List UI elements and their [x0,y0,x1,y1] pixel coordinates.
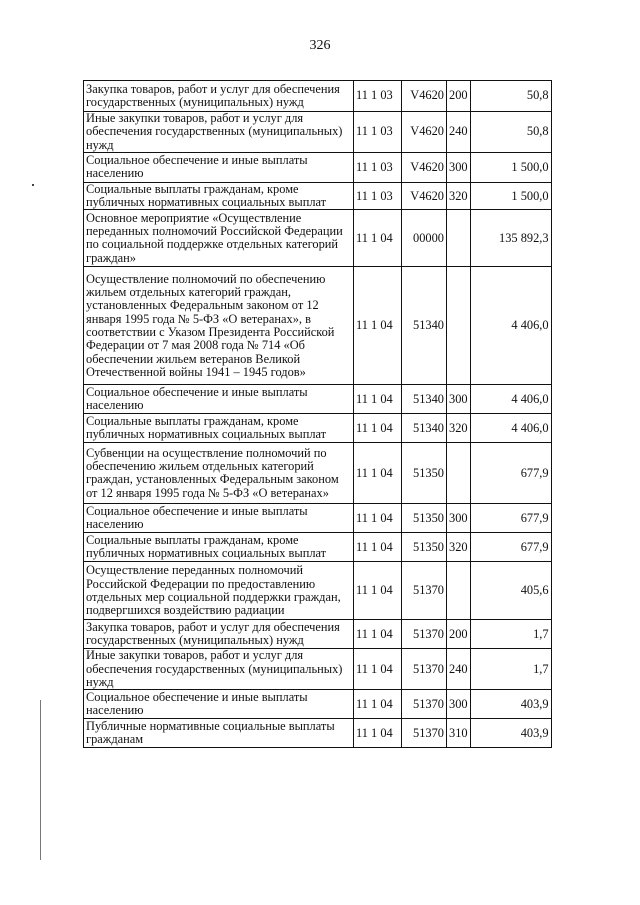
row-target-code: V4620 [402,182,447,210]
row-target-code: 51370 [402,562,447,620]
row-description: Социальные выплаты гражданам, кроме публичных нормативных социальных выплат [84,533,354,562]
row-expense-type: 200 [447,620,471,649]
row-section-code: 11 1 03 [354,152,402,182]
row-expense-type: 200 [447,81,471,112]
row-expense-type [447,443,471,504]
budget-table-body [84,81,552,748]
scan-mark-line [40,700,41,860]
row-amount: 1 500,0 [470,182,551,210]
row-description: Субвенции на осуществление полномочий по обеспечению жильем отдельных категорий граждан, установленных Федеральным законом от 12 января 1995 года № 5-ФЗ «О ветеранах» [84,443,354,504]
row-description: Осуществление полномочий по обеспечению жильем отдельных категорий граждан, установленных Федеральным законом от 12 января 1995 года № 5-ФЗ «О ветеранах», в соответствии с Указом Президента Российской Федерации от 7 мая 2008 года № 714 «Об обеспечении жильем ветеранов Великой Отечественной войны 1941 – 1945 годов» [84,267,354,385]
table-row [84,182,552,210]
table-row [84,414,552,443]
row-amount: 4 406,0 [470,267,551,385]
table-row [84,504,552,533]
row-description: Социальные выплаты гражданам, кроме публичных нормативных социальных выплат [84,414,354,443]
table-row [84,267,552,385]
row-target-code: 51370 [402,649,447,690]
row-expense-type: 300 [447,385,471,414]
table-row [84,443,552,504]
table-row [84,620,552,649]
row-section-code: 11 1 04 [354,210,402,267]
row-target-code: 51370 [402,719,447,748]
row-target-code: 51350 [402,533,447,562]
row-target-code: 51350 [402,443,447,504]
row-amount: 50,8 [470,81,551,112]
row-section-code: 11 1 04 [354,414,402,443]
row-section-code: 11 1 03 [354,112,402,153]
row-section-code: 11 1 03 [354,81,402,112]
row-section-code: 11 1 04 [354,267,402,385]
row-target-code: V4620 [402,112,447,153]
row-target-code: 51370 [402,620,447,649]
row-target-code: 51340 [402,267,447,385]
row-description: Социальное обеспечение и иные выплаты населению [84,690,354,719]
row-description: Основное мероприятие «Осуществление переданных полномочий Российской Федерации по социальной поддержке отдельных категорий граждан» [84,210,354,267]
row-target-code: 51340 [402,414,447,443]
table-row [84,649,552,690]
row-amount: 403,9 [470,719,551,748]
row-target-code: V4620 [402,81,447,112]
row-expense-type: 320 [447,533,471,562]
row-expense-type: 300 [447,504,471,533]
row-description: Социальное обеспечение и иные выплаты населению [84,504,354,533]
budget-table [83,80,552,748]
row-expense-type: 240 [447,112,471,153]
row-description: Иные закупки товаров, работ и услуг для обеспечения государственных (муниципальных) нужд [84,649,354,690]
row-description: Закупка товаров, работ и услуг для обеспечения государственных (муниципальных) нужд [84,81,354,112]
row-amount: 1,7 [470,649,551,690]
row-amount: 4 406,0 [470,414,551,443]
row-section-code: 11 1 04 [354,690,402,719]
row-amount: 405,6 [470,562,551,620]
row-expense-type [447,267,471,385]
table-row [84,210,552,267]
row-section-code: 11 1 04 [354,649,402,690]
row-section-code: 11 1 04 [354,385,402,414]
row-amount: 50,8 [470,112,551,153]
row-section-code: 11 1 03 [354,182,402,210]
row-target-code: 51370 [402,690,447,719]
row-section-code: 11 1 04 [354,443,402,504]
row-amount: 1,7 [470,620,551,649]
row-description: Осуществление переданных полномочий Российской Федерации по предоставлению отдельных мер социальной поддержки граждан, подвергшихся воздействию радиации [84,562,354,620]
page-number: 326 [309,38,331,53]
row-description: Публичные нормативные социальные выплаты гражданам [84,719,354,748]
table-row [84,690,552,719]
scan-mark-dot [32,184,34,186]
row-section-code: 11 1 04 [354,719,402,748]
row-target-code: 51350 [402,504,447,533]
row-section-code: 11 1 04 [354,562,402,620]
row-amount: 4 406,0 [470,385,551,414]
row-section-code: 11 1 04 [354,533,402,562]
row-description: Иные закупки товаров, работ и услуг для обеспечения государственных (муниципальных) нужд [84,112,354,153]
row-description: Закупка товаров, работ и услуг для обеспечения государственных (муниципальных) нужд [84,620,354,649]
table-row [84,719,552,748]
row-expense-type: 320 [447,182,471,210]
table-row [84,152,552,182]
row-expense-type: 300 [447,152,471,182]
row-amount: 677,9 [470,504,551,533]
row-description: Социальное обеспечение и иные выплаты населению [84,385,354,414]
row-expense-type: 240 [447,649,471,690]
row-amount: 677,9 [470,533,551,562]
row-expense-type: 320 [447,414,471,443]
row-expense-type: 300 [447,690,471,719]
row-expense-type [447,210,471,267]
row-expense-type: 310 [447,719,471,748]
row-section-code: 11 1 04 [354,620,402,649]
row-amount: 1 500,0 [470,152,551,182]
table-row [84,562,552,620]
table-row [84,385,552,414]
row-amount: 403,9 [470,690,551,719]
row-description: Социальные выплаты гражданам, кроме публичных нормативных социальных выплат [84,182,354,210]
row-amount: 677,9 [470,443,551,504]
row-target-code: 51340 [402,385,447,414]
row-target-code: V4620 [402,152,447,182]
table-row [84,533,552,562]
row-amount: 135 892,3 [470,210,551,267]
table-row [84,112,552,153]
row-section-code: 11 1 04 [354,504,402,533]
row-expense-type [447,562,471,620]
table-row [84,81,552,112]
row-target-code: 00000 [402,210,447,267]
row-description: Социальное обеспечение и иные выплаты населению [84,152,354,182]
